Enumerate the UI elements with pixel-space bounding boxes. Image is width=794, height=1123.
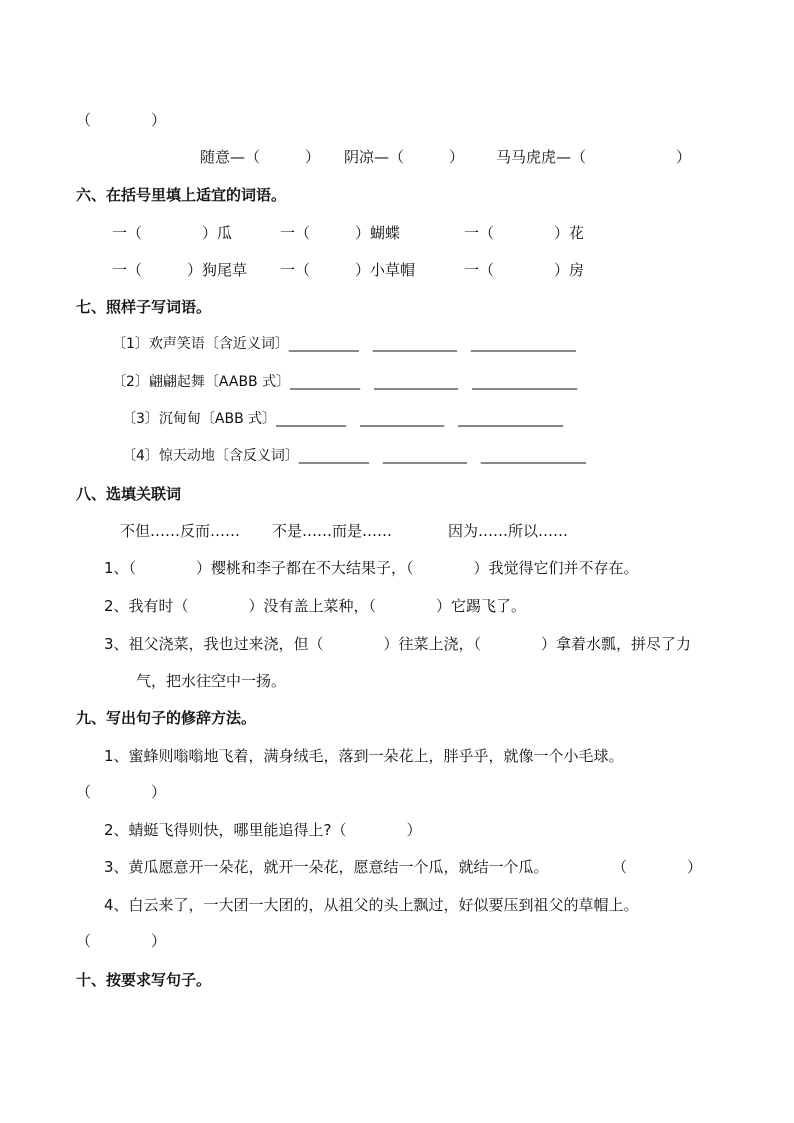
fill-item: 一（ ）瓜 bbox=[112, 224, 233, 242]
fill-item: 一（ ）花 bbox=[464, 224, 585, 242]
word-item: 〔4〕惊天动地〔含反义词〕__________ ____________ _______________ bbox=[122, 448, 586, 464]
word-item: 〔2〕翩翩起舞〔AABB 式〕__________ ____________ _______________ bbox=[112, 374, 578, 390]
section-title-10: 十、按要求写句子。 bbox=[76, 971, 212, 989]
word-item: 〔1〕欢声笑语〔含近义词〕__________ ____________ _______________ bbox=[112, 336, 576, 352]
question-item: 4、白云来了，一大团一大团的，从祖父的头上飘过，好似要压到祖父的草帽上。 bbox=[104, 896, 639, 914]
question-continuation: 气，把水往空中一扬。 bbox=[136, 672, 287, 690]
fill-item: 一（ ）房 bbox=[464, 261, 585, 279]
question-item: 3、祖父浇菜，我也过来浇，但（ ）往菜上浇，（ ）拿着水瓢，拼尽了力 bbox=[104, 635, 692, 653]
section-title-6: 六、在括号里填上适宜的词语。 bbox=[76, 186, 287, 204]
question-item: 2、蜻蜓飞得则快，哪里能追得上?（ ） bbox=[104, 821, 422, 839]
answer-blank[interactable]: （ ） bbox=[76, 783, 167, 801]
antonym-item: 马马虎虎—（ ） bbox=[496, 148, 692, 166]
conjunction-option: 不但……反而…… bbox=[120, 522, 241, 540]
antonym-item: 随意—（ ） bbox=[200, 148, 321, 166]
answer-blank[interactable]: （ ） bbox=[76, 932, 167, 950]
word-item: 〔3〕沉甸甸〔ABB 式〕__________ ____________ _______________ bbox=[122, 411, 564, 427]
conjunction-option: 因为……所以…… bbox=[448, 522, 569, 540]
fill-item: 一（ ）狗尾草 bbox=[112, 261, 248, 279]
antonym-item: 阴凉—（ ） bbox=[344, 148, 465, 166]
answer-blank[interactable]: （ ） bbox=[76, 111, 167, 129]
fill-item: 一（ ）小草帽 bbox=[280, 261, 416, 279]
question-item: 3、黄瓜愿意开一朵花，就开一朵花，愿意结一个瓜，就结一个瓜。 bbox=[104, 858, 549, 876]
conjunction-option: 不是……而是…… bbox=[272, 522, 393, 540]
question-item: 1、蜜蜂则嗡嗡地飞着，满身绒毛，落到一朵花上，胖乎乎，就像一个小毛球。 bbox=[104, 747, 624, 765]
section-title-8: 八、选填关联词 bbox=[76, 485, 182, 503]
section-title-7: 七、照样子写词语。 bbox=[76, 298, 212, 316]
question-item: 1、（ ）樱桃和李子都在不大结果子，（ ）我觉得它们并不存在。 bbox=[104, 559, 639, 577]
question-item: 2、我有时（ ）没有盖上菜种，（ ）它踢飞了。 bbox=[104, 597, 527, 615]
section-title-9: 九、写出句子的修辞方法。 bbox=[76, 709, 257, 727]
fill-item: 一（ ）蝴蝶 bbox=[280, 224, 401, 242]
answer-blank[interactable]: （ ） bbox=[612, 858, 703, 876]
